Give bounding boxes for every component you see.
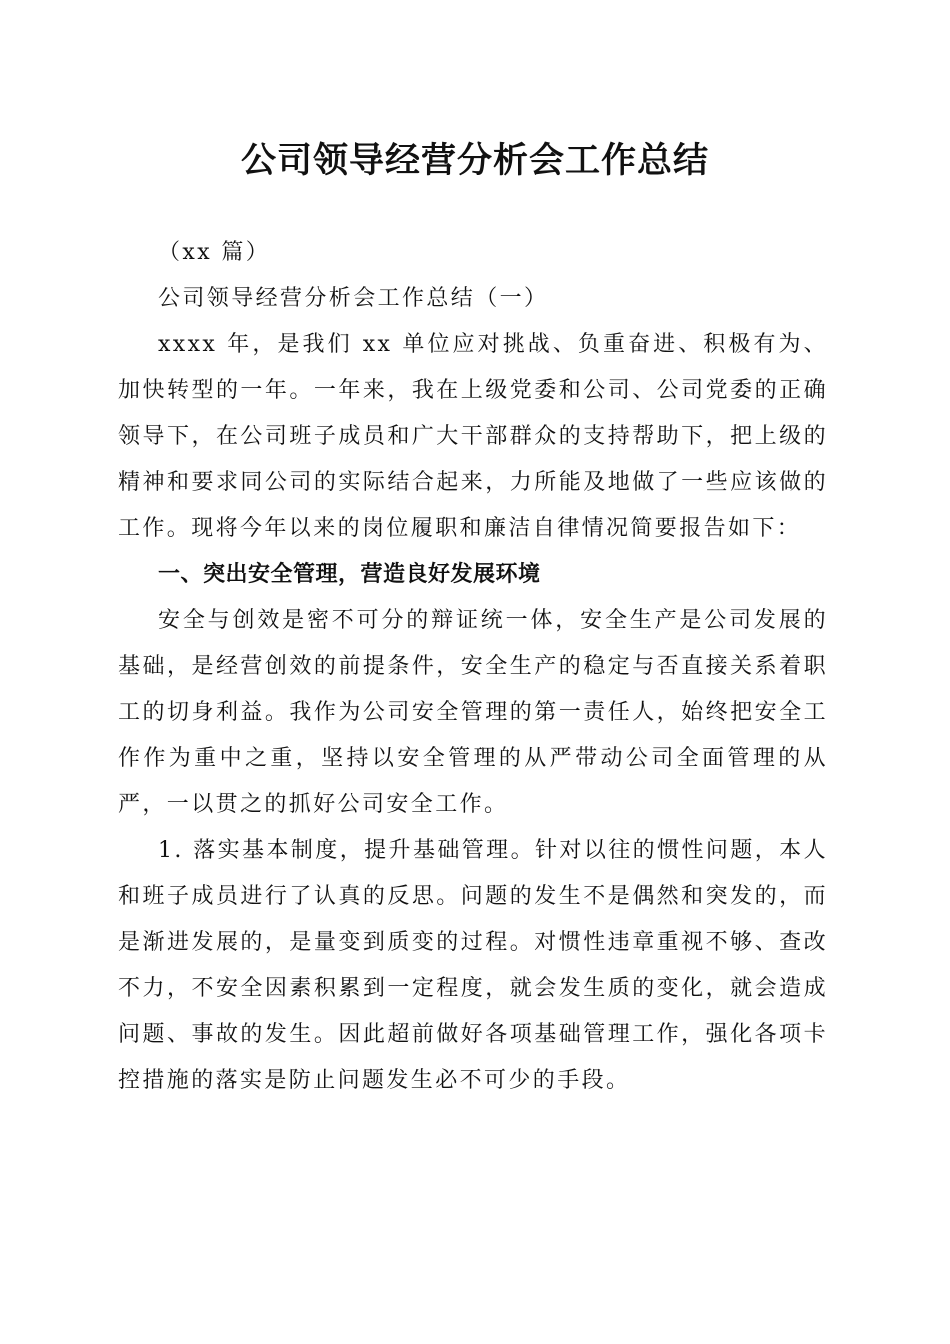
section-1-paragraph: 安全与创效是密不可分的辩证统一体，安全生产是公司发展的基础，是经营创效的前提条件，安全生产的稳定与否直接关系着职工的切身利益。我作为公司安全管理的第一责任人，始终把安全工作作为重中之重，坚持以安全管理的从严带动公司全面管理的从严，一以贯之的抓好公司安全工作。: [118, 608, 828, 817]
document-subtitle: 公司领导经营分析会工作总结（一）: [158, 286, 549, 311]
document-body: [118, 230, 828, 1104]
section-heading-1: 一、突出安全管理，营造良好发展环境: [158, 562, 541, 587]
item-1-paragraph: 1. 落实基本制度，提升基础管理。针对以往的惯性问题，本人和班子成员进行了认真的反思。问题的发生不是偶然和突发的，而是渐进发展的，是量变到质变的过程。对惯性违章重视不够、查改不力，不安全因素积累到一定程度，就会发生质的变化，就会造成问题、事故的发生。因此超前做好各项基础管理工作，强化各项卡控措施的落实是防止问题发生必不可少的手段。: [118, 838, 828, 1093]
document-title: 公司领导经营分析会工作总结: [240, 140, 709, 181]
intro-paragraph: xxxx 年，是我们 xx 单位应对挑战、负重奋进、积极有为、加快转型的一年。一年来，我在上级党委和公司、公司党委的正确领导下，在公司班子成员和广大干部群众的支持帮助下，把上级的精神和要求同公司的实际结合起来，力所能及地做了一些应该做的工作。现将今年以来的岗位履职和廉洁自律情况简要报告如下：: [118, 332, 828, 541]
volume-note: （xx 篇）: [158, 240, 271, 265]
